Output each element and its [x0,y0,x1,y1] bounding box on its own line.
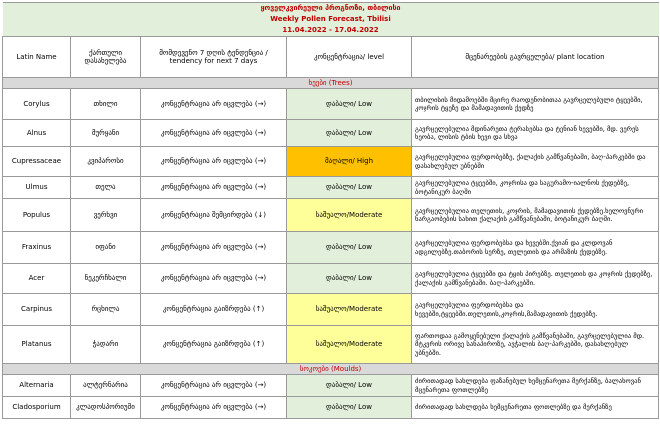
level-cell: მაღალი/ High [287,147,412,177]
latin-name-cell: Fraxinus [3,232,71,264]
latin-name-cell: Ulmus [3,177,71,199]
date-range: 11.04.2022 - 17.04.2022 [3,25,659,37]
plant-location-cell: თბილისის მიდამოებში მცირე რაოდენობითაა გავრცელებული ტყეებში, კოჯრის ტყეზე და მამადავითის ქედზე [412,89,659,120]
table-row [3,326,659,364]
plant-location-cell: გავრცელებულია ტყეებში, კოჯრისა და საგურამო-იალნოს ქედებზე, ბოტანიკურ ბაღში [412,177,659,199]
local-name-cell: თელა [71,177,141,199]
trend-cell: კონცენტრაცია არ იცვლება (→) [141,177,287,199]
level-cell: დაბალი/ Low [287,375,412,397]
level-cell: დაბალი/ Low [287,120,412,147]
latin-name-cell: Carpinus [3,294,71,326]
header-row [3,3,659,15]
column-header-row [3,37,659,78]
local-name-cell: ვერხვი [71,199,141,232]
table-row [3,294,659,326]
table-row [3,375,659,397]
local-name-cell: ნეკერჩხალი [71,264,141,294]
latin-name-cell: Populus [3,199,71,232]
local-name-cell: კვიპაროსი [71,147,141,177]
latin-name-cell: Acer [3,264,71,294]
latin-name-cell: Alternaria [3,375,71,397]
level-cell: დაბალი/ Low [287,232,412,264]
table-row [3,147,659,177]
local-name-cell: ალტერნარია [71,375,141,397]
latin-name-cell: Cupressaceae [3,147,71,177]
trend-cell: კონცენტრაცია არ იცვლება (→) [141,147,287,177]
title-english: Weekly Pollen Forecast, Tbilisi [3,14,659,25]
trend-cell: კონცენტრაცია არ იცვლება (→) [141,397,287,419]
latin-name-cell: Alnus [3,120,71,147]
header-row [3,25,659,37]
local-name-cell: მურყანი [71,120,141,147]
title-local: ყოველკვირეული პროგნოზი, თბილისი [3,3,659,15]
section-header-row [3,364,659,375]
latin-name-cell: Cladosporium [3,397,71,419]
column-header-level: კონცენტრაცია/ level [287,37,412,78]
pollen-forecast-sheet [2,2,658,419]
trend-cell: კონცენტრაცია არ იცვლება (→) [141,264,287,294]
table-row [3,199,659,232]
section-title: ხეები (Trees) [3,78,659,89]
trend-cell: კონცენტრაცია გაიზრდება (↑) [141,294,287,326]
trend-cell: კონცენტრაცია გაიზრდება (↑) [141,326,287,364]
section-title: სოკოები (Moulds) [3,364,659,375]
trend-cell: კონცენტრაცია შემცირდება (↓) [141,199,287,232]
level-cell: საშუალო/Moderate [287,326,412,364]
plant-location-cell: გავრცელებულია ფერდობებსა და ხევებში.ქვიან და კლდოვან ადგილებზე.თაბორის სერზე, თელეთის და არმაზის ქედებზე. [412,232,659,264]
trend-cell: კონცენტრაცია არ იცვლება (→) [141,89,287,120]
level-cell: დაბალი/ Low [287,397,412,419]
latin-name-cell: Corylus [3,89,71,120]
level-cell: დაბალი/ Low [287,89,412,120]
plant-location-cell: გავრცელებულია ტყეებში და ტყის პირებზე. თელეთის და კოჯრის ქედებზე, ქალაქის გამწვანებაში. ბაღ-პარკებში. [412,264,659,294]
plant-location-cell: ძირითადად სახლდება ფაზანებულ ხემცენარეთა მერქანზე, ბალახოვან მცენარეთა ფოთლებზე [412,375,659,397]
table-row [3,232,659,264]
plant-location-cell: გავრცელებულია ფერდობებსა და ხევებში,ტყეებში.თელეთის,კოჯრის,მამადავითის ქედებზე. [412,294,659,326]
trend-cell: კონცენტრაცია არ იცვლება (→) [141,232,287,264]
section-header-row [3,78,659,89]
level-cell: საშუალო/Moderate [287,199,412,232]
plant-location-cell: გავრცელებულია თელეთის, კოჯრის, მამადავითის ქედებზე.ხელოვნური ნარგაობების სახით ქალაქის გამწვანებაში, ბოტანიკურ ბაღში. [412,199,659,232]
local-name-cell: იფანი [71,232,141,264]
trend-cell: კონცენტრაცია არ იცვლება (→) [141,120,287,147]
level-cell: საშუალო/Moderate [287,294,412,326]
table-row [3,120,659,147]
column-header-local: ქართული დასახელება [71,37,141,78]
latin-name-cell: Platanus [3,326,71,364]
table-row [3,177,659,199]
level-cell: დაბალი/ Low [287,177,412,199]
column-header-latin: Latin Name [3,37,71,78]
column-header-location: მცენარეების გავრცელება/ plant location [412,37,659,78]
plant-location-cell: ფართოდაა გამოყენებული ქალაქის გამწვანებაში, გავრცელებულია მდ. მტკვრის ორივე სანაპიროზე, ავჭალის ბაღ-პარკებში, დასახლებულ უბნებში. [412,326,659,364]
local-name-cell: რცხილა [71,294,141,326]
level-cell: დაბალი/ Low [287,264,412,294]
local-name-cell: კლადოსპორიუმი [71,397,141,419]
plant-location-cell: გავრცელებულია ფერდობებზე, ქალაქის გამწვანებაში, ბაღ-პარკებში და დასახლებულ უბნებში [412,147,659,177]
table-row [3,89,659,120]
forecast-table [2,2,659,419]
trend-cell: კონცენტრაცია არ იცვლება (→) [141,375,287,397]
table-row [3,397,659,419]
plant-location-cell: გავრცელებულია მდინარეთა ტერასებსა და ტენიან ხევებში, მდ. ვერეს ხეობა, ლისის ტბის ხევი და სხვა [412,120,659,147]
local-name-cell: თხილი [71,89,141,120]
local-name-cell: ჭადარი [71,326,141,364]
plant-location-cell: ძირითადად სახლდება ხემცენარეთა ფოთლებზე და მერქანზე [412,397,659,419]
table-row [3,264,659,294]
column-header-trend: მომდევენო 7 დღის ტენდენცია / tendency for next 7 days [141,37,287,78]
header-row [3,14,659,25]
